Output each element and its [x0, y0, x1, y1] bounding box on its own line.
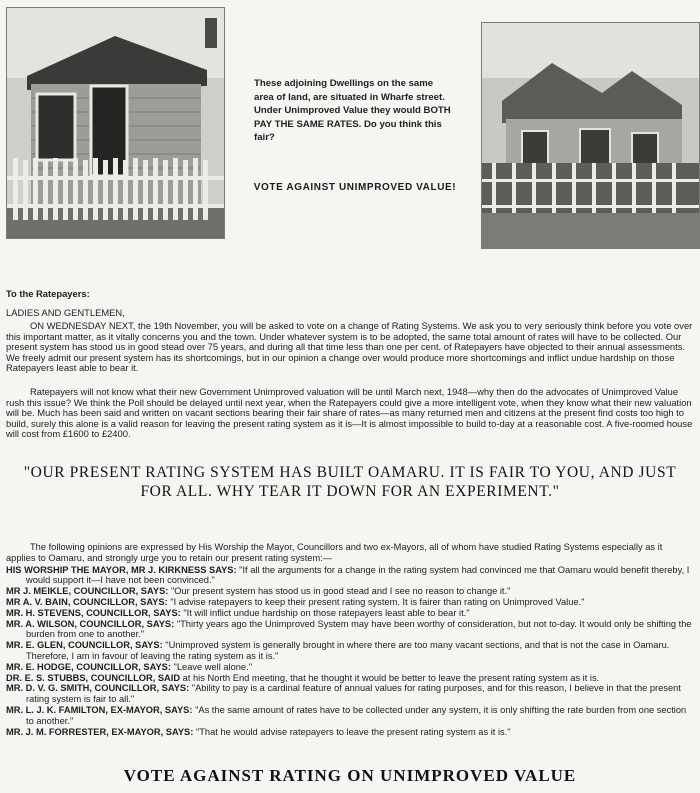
house-photo-icon	[481, 22, 700, 249]
opinion-item: MR. E. HODGE, COUNCILLOR, SAYS: "Leave well alone."	[6, 661, 252, 672]
cottage-photo-icon	[6, 7, 225, 239]
slogan-quote: "OUR PRESENT RATING SYSTEM HAS BUILT OAMARU. IT IS FAIR TO YOU, AND JUST FOR ALL. WHY TEAR IT DOWN FOR AN EXPERIMENT."	[23, 464, 677, 500]
opinion-item: MR. A. WILSON, COUNCILLOR, SAYS: "Thirty years ago the Unimproved System may have been worthy of consideration, but not to-day. It would only be shifting the burden from one to another."	[6, 618, 692, 640]
opinion-item: DR. E. S. STUBBS, COUNCILLOR, SAID at his North End meeting, that he thought it would be better to leave the present rating system as it is.	[6, 672, 600, 683]
opinion-item: MR. J. M. FORRESTER, EX-MAYOR, SAYS: "That he would advise ratepayers to leave the present rating system as it is."	[6, 726, 511, 737]
opinion-item: MR A. V. BAIN, COUNCILLOR, SAYS: "I advise ratepayers to keep their present rating system. It is fairer than rating on Unimproved Value."	[6, 596, 585, 607]
opinions-intro: The following opinions are expressed by His Worship the Mayor, Councillors and two ex-Mayors, all of whom have studied Rating Systems especially as it applies to Oamaru, and strongly urge you to retain our present rating system:—	[6, 542, 663, 563]
footer-vote-heading: VOTE AGAINST RATING ON UNIMPROVED VALUE	[123, 766, 577, 785]
opinion-item: MR. E. GLEN, COUNCILLOR, SAYS: "Unimproved system is generally brought in where there are too many vacant sections, and that is not the case in Oamaru. Therefore, I am in favour of leaving the rating system as it is."	[6, 640, 670, 661]
caption-vote-heading: VOTE AGAINST UNIMPROVED VALUE!	[253, 182, 457, 193]
opinion-item: MR. H. STEVENS, COUNCILLOR, SAYS: "It will inflict undue hardship on those ratepayers least able to bear it."	[6, 607, 470, 618]
opinion-item: MR. L. J. K. FAMILTON, EX-MAYOR, SAYS: "As the same amount of rates have to be collected under any system, it is only shifting the rate burden from one section to another."	[6, 704, 687, 726]
opinion-item: MR J. MEIKLE, COUNCILLOR, SAYS: "Our present system has stood us in good stead and I see no reason to change it."	[6, 586, 511, 597]
opinions-section	[6, 542, 694, 737]
salutation: LADIES AND GENTLEMEN,	[6, 307, 125, 318]
paragraph-2: Ratepayers will not know what their new Government Unimproved valuation will be until March next, 1948—why then do the advocates of Unimproved Value rush this issue? We think the Poll should be delayed until next year, when the Ratepayers could give a more intelligent vote, when they know what their new valuation will be. Much has been said and written on vacant sections bearing their fair share of rates—as many returned men and citizens at the present find costs too high to build, surely this alone is a valid reason for leaving the present rating system as it is—It is almost impossible to build to-day at a reasonable cost. A five-roomed house will cost from £1600 to £2400.	[6, 386, 693, 440]
photo-caption: These adjoining Dwellings on the same area of land, are situated in Wharfe street. Under Unimproved Value they would BOTH PAY THE SAME RATES. Do you think this fair?	[254, 78, 451, 143]
paragraph-1: ON WEDNESDAY NEXT, the 19th November, you will be asked to vote on a change of Rating Systems. We ask you to very seriously think before you vote over this important matter, as it vitally concerns you and the town. Under whatever system is to be adopted, the same total amount of rates will have to be collected. Our present system has stood us in good stead over 75 years, and during all that time less than one per cent. of Ratepayers have objected to their annual assessments. We freely admit our present system has its shortcomings, but in our opinion a change over would produce more shortcomings and inflict undue hardship on those Ratepayers least able to bear it.	[6, 320, 693, 374]
opinion-item: HIS WORSHIP THE MAYOR, MR J. KIRKNESS SAYS: "If all the arguments for a change in the rating system had convinced me that Oamaru would benefit thereby, I would support it—I have not been convinced."	[6, 564, 690, 586]
address-line: To the Ratepayers:	[6, 288, 90, 299]
opinion-item: MR. D. V. G. SMITH, COUNCILLOR, SAYS: "Ability to pay is a cardinal feature of annual values for rating purposes, and for this reason, I believe in that the present rating system is fair to all."	[6, 683, 681, 705]
